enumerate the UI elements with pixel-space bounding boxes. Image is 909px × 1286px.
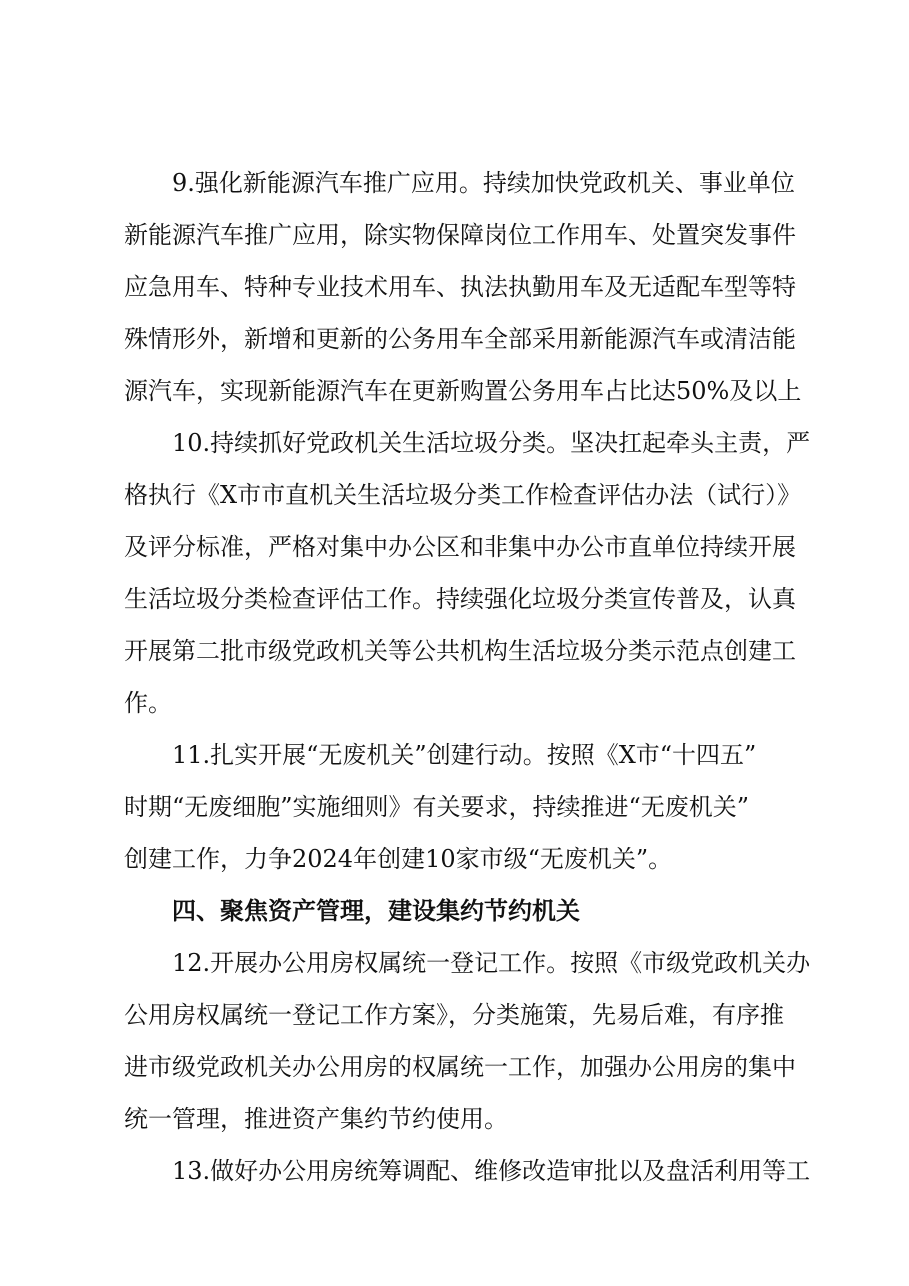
paragraph-10-line-3: 及评分标准，严格对集中办公区和非集中办公市直单位持续开展 <box>124 533 796 561</box>
paragraph-12-line-1: 12.开展办公用房权属统一登记工作。按照《市级党政机关办 <box>172 949 811 977</box>
paragraph-9-line-4: 殊情形外，新增和更新的公务用车全部采用新能源汽车或清洁能 <box>124 325 796 353</box>
paragraph-9-line-2: 新能源汽车推广应用，除实物保障岗位工作用车、处置突发事件 <box>124 221 796 249</box>
paragraph-10-line-5: 开展第二批市级党政机关等公共机构生活垃圾分类示范点创建工 <box>124 637 796 665</box>
paragraph-12-line-2: 公用房权属统一登记工作方案》，分类施策，先易后难，有序推 <box>124 1001 784 1029</box>
paragraph-12-line-4: 统一管理，推进资产集约节约使用。 <box>124 1105 508 1133</box>
paragraph-11-line-2: 时期“无废细胞”实施细则》有关要求，持续推进“无废机关” <box>124 793 750 821</box>
paragraph-9-line-1: 9.强化新能源汽车推广应用。持续加快党政机关、事业单位 <box>172 169 795 197</box>
paragraph-9-line-3: 应急用车、特种专业技术用车、执法执勤用车及无适配车型等特 <box>124 273 796 301</box>
paragraph-10-line-2: 格执行《X市市直机关生活垃圾分类工作检查评估办法（试行）》 <box>124 481 802 509</box>
section-heading: 四、聚焦资产管理，建设集约节约机关 <box>172 896 580 925</box>
paragraph-9-line-5: 源汽车，实现新能源汽车在更新购置公务用车占比达50%及以上 <box>124 377 802 405</box>
paragraph-13-line-1: 13.做好办公用房统筹调配、维修改造审批以及盘活利用等工 <box>172 1157 811 1185</box>
paragraph-11-line-3: 创建工作，力争2024年创建10家市级“无废机关”。 <box>124 845 673 873</box>
paragraph-10-line-4: 生活垃圾分类检查评估工作。持续强化垃圾分类宣传普及，认真 <box>124 585 796 613</box>
paragraph-10-line-6: 作。 <box>124 689 172 717</box>
paragraph-10-line-1: 10.持续抓好党政机关生活垃圾分类。坚决扛起牵头主责，严 <box>172 429 811 457</box>
paragraph-12-line-3: 进市级党政机关办公用房的权属统一工作，加强办公用房的集中 <box>124 1053 796 1081</box>
paragraph-11-line-1: 11.扎实开展“无废机关”创建行动。按照《X市“十四五” <box>172 741 757 769</box>
